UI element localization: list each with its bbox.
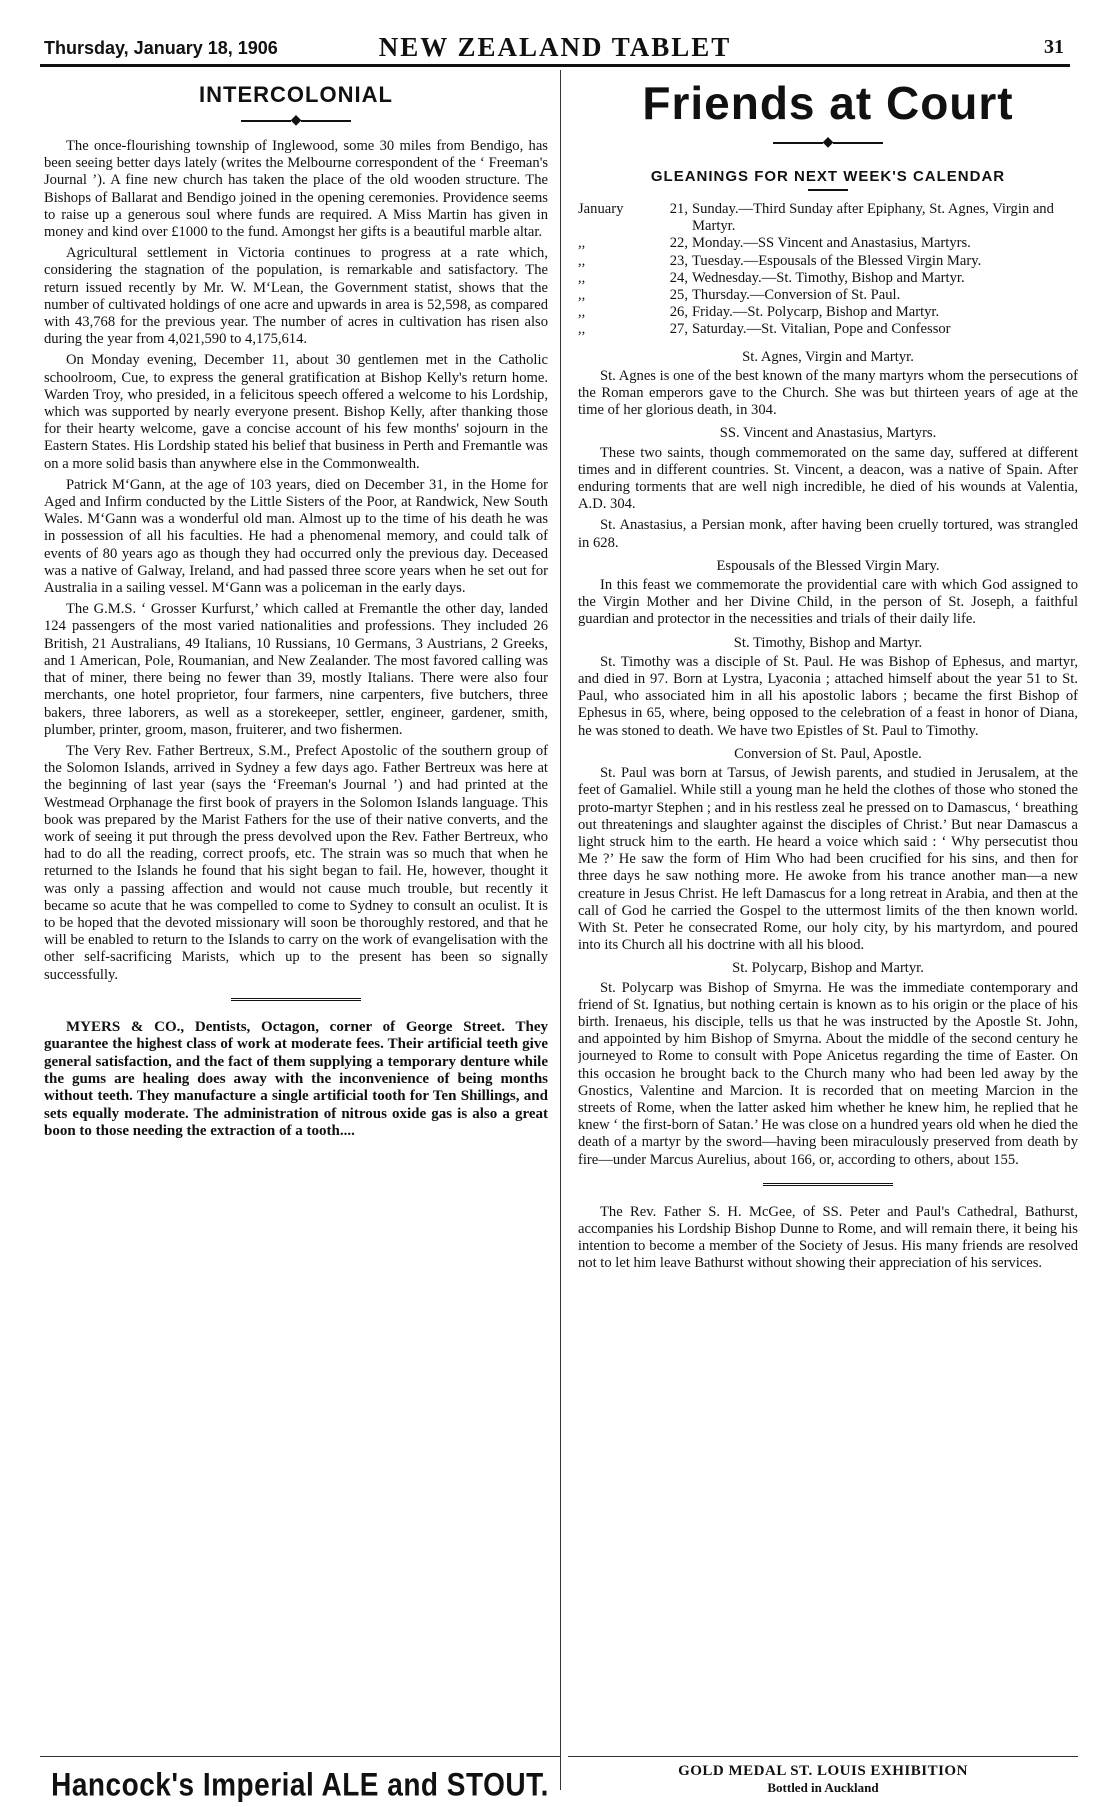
calendar-entry: ,, 22, Monday.—SS Vincent and Anastasius, Martyrs. <box>578 235 971 252</box>
saint-paragraph: St. Agnes is one of the best known of the many martyrs whom the persecutions of the Roman emperors gave to the Church. She was but thirteen years of age at the time of her glorious death, in 304. <box>578 367 1078 419</box>
calendar-subheading: GLEANINGS FOR NEXT WEEK'S CALENDAR <box>650 168 1006 185</box>
saint-paragraph: In this feast we commemorate the providential care with which God assigned to the Virgin Mother and her Divine Child, in the person of St. Joseph, a faithful guardian and protector in the necessities and trials of their daily life. <box>578 577 1078 628</box>
saint-paragraph: St. Polycarp was Bishop of Smyrna. He was the immediate contemporary and friend of St. Ignatius, but nothing certain is known as to his origin or the place of his birth. Irenaeus, his disciple, tells us that he was instructed by the Apostle St. John, and appointed by him Bishop of Smyrna. About the middle of the second century he journeyed to Rome to consult with Pope Anicetus regarding the time of Easter. On this occasion he brought back to the Church many who had been led away by the Gnostics, Valentine and Marcion. It is recorded that on meeting Marcion in the streets of Rome, when the latter asked him whether he knew him, he replied that he knew ‘ the first-born of Satan.’ He was close on a hundred years old when he died the death of a martyr by the sword—having been miraculously preserved from death by fire—under Marcus Aurelius, about 166, or, according to others, about 155. <box>578 979 1078 1168</box>
footer-ad-left <box>40 1756 560 1807</box>
page-number: 31 <box>1044 36 1064 58</box>
article-paragraph: The Very Rev. Father Bertreux, S.M., Prefect Apostolic of the southern group of the Solomon Islands, arrived in Sydney a few days ago. Father Bertreux was here at the beginning of last year (says the ‘Freeman's Journal ’) and had printed at the Westmead Orphanage the first book of prayers in the Solomon Islands language. This book was prepared by the Marist Fathers for the use of their native converts, and the work of seeing it put through the press devolved upon the Rev. Father Bertreux, who had to do all the reading, correct proofs, etc. The strain was so much that when he returned to the Islands he found that his sight began to fail. He, however, thought it was only a passing affection and would not cause much trouble, but recently it became so acute that he was compelled to come to Sydney to consult an oculist. It is to be hoped that the devoted missionary will soon be thoroughly restored, and that he will be enabled to return to the Islands to carry on the work of evangelisation with the other self-sacrificing Marists, which up to the present has been so signally successfully. <box>44 742 548 983</box>
right-column <box>578 72 1078 1752</box>
saint-title: St. Agnes, Virgin and Martyr. <box>742 348 914 365</box>
calendar-entry: ,, 23, Tuesday.—Espousals of the Blessed Virgin Mary. <box>578 252 982 269</box>
dentist-advertisement: MYERS & CO., Dentists, Octagon, corner of George Street. They guarantee the highest class of work at moderate fees. Their artificial teeth give general satisfaction, and the fact of them supplying a temporary denture while the gums are healing does away with the inconvenience of being months without teeth. They manufacture a single artificial tooth for Ten Shillings, and sets equally moderate. The administration of nitrous oxide gas is also a great boon to those needing the extraction of a tooth.... <box>44 1018 548 1140</box>
ornament-divider: ◆ <box>44 114 548 128</box>
calendar-entry: ,, 25, Thursday.—Conversion of St. Paul. <box>578 287 901 304</box>
footer-ad-right <box>568 1756 1078 1807</box>
saint-title: St. Polycarp, Bishop and Martyr. <box>732 960 924 977</box>
calendar-list <box>578 201 1078 339</box>
double-rule-divider <box>231 998 361 1001</box>
bottled-line: Bottled in Auckland <box>767 1780 879 1795</box>
calendar-entry: ,, 24, Wednesday.—St. Timothy, Bishop and Martyr. <box>578 269 965 286</box>
left-column <box>44 72 548 1752</box>
calendar-entry: ,, 26, Friday.—St. Polycarp, Bishop and Martyr. <box>578 304 940 321</box>
saint-title: SS. Vincent and Anastasius, Martyrs. <box>719 425 937 442</box>
saint-paragraph: These two saints, though commemorated on the same day, suffered at different times and in different countries. St. Vincent, a deacon, was a native of Spain. After enduring torments that are well nigh incredible, he died of his wounds at Valentia, A.D. 304. <box>578 444 1078 513</box>
article-paragraph: The once-flourishing township of Inglewood, some 30 miles from Bendigo, has been seeing better days lately (writes the Melbourne correspondent of the ‘ Freeman's Journal ’). A fine new church has taken the place of the old wooden structure. The Bishops of Ballarat and Bendigo joined in the opening ceremonies. Providence seems to raise up a generous soul where funds are required. A Miss Martin has given in money and kind over £1000 to the fund. Amongst her gifts is a beautiful marble altar. <box>44 138 548 241</box>
masthead <box>40 30 1070 67</box>
section-heading-intercolonial: INTERCOLONIAL <box>199 82 393 107</box>
saint-title: St. Timothy, Bishop and Martyr. <box>733 634 923 651</box>
saint-title: Espousals of the Blessed Virgin Mary. <box>716 557 940 574</box>
ornament-divider: ◆ <box>578 136 1078 150</box>
calendar-entry: January 21, Sunday.—Third Sunday after Epiphany, St. Agnes, Virgin and Martyr. <box>578 201 1054 235</box>
saint-paragraph: St. Anastasius, a Persian monk, after having been cruelly tortured, was strangled in 628. <box>578 517 1078 551</box>
issue-date: Thursday, January 18, 1906 <box>44 38 278 58</box>
article-paragraph: The G.M.S. ‘ Grosser Kurfurst,’ which called at Fremantle the other day, landed 124 passengers of the most varied nationalities and professions. They included 26 British, 21 Australians, 49 Italians, 10 Russians, 10 Germans, 3 Austrians, 2 Greeks, and 1 American, Pole, Roumanian, and New Zealander. The most favored calling was that of miner, there being no fewer than 39, mostly Italians. There were also four merchants, one hotel proprietor, four farmers, nine carpenters, five butchers, three bakers, three laborers, as well as a storekeeper, settler, engineer, gardener, smith, plumber, printer, groom, mason, fruiterer, and two fishermen. <box>44 601 548 738</box>
hancock-ale-ad: Hancock's Imperial ALE and STOUT. <box>51 1766 549 1803</box>
saint-paragraph: St. Paul was born at Tarsus, of Jewish parents, and studied in Jerusalem, at the feet of Gamaliel. While still a young man he held the clothes of those who stoned the proto-martyr Stephen ; and in his restless zeal he pressed on to Damascus, ‘ breathing out threatenings and slaughter against the disciples of Christ.’ But near Damascus a light struck him to the earth. He heard a voice which said : ‘ Why persecutist thou Me ?’ He saw the form of Him Who had been crucified for his sins, and then for three days he saw nothing more. He awoke from his trance another man—a new creature in Jesus Christ. He left Damascus for a long retreat in Arabia, and then at the call of God he carried the Gospel to the uttermost limits of the then known world. With St. Peter he consecrated Rome, our holy city, by his martyrdom, and poured into its Church all his doctrine with all his blood. <box>578 765 1078 954</box>
calendar-entry: ,, 27, Saturday.—St. Vitalian, Pope and Confessor <box>578 321 951 338</box>
saint-title: Conversion of St. Paul, Apostle. <box>734 745 922 762</box>
section-heading-friends-at-court: Friends at Court <box>642 77 1014 129</box>
saint-paragraph: St. Timothy was a disciple of St. Paul. He was Bishop of Ephesus, and martyr, and died in 97. Born at Lystra, Lyaconia ; attached himself about the year 51 to St. Paul, who associated him in all his apostolic labors ; became the first Bishop of Ephesus in 65, where, being opposed to the celebration of a feast in honor of Diana, he was stoned to death. We have two Epistles of St. Paul to Timothy. <box>578 653 1078 739</box>
newspaper-title: NEW ZEALAND TABLET <box>378 32 732 62</box>
column-divider <box>560 70 561 1790</box>
closing-paragraph: The Rev. Father S. H. McGee, of SS. Peter and Paul's Cathedral, Bathurst, accompanies his Lordship Bishop Dunne to Rome, and will remain there, it being his intention to become a member of the Society of Jesus. His many friends are resolved not to let him leave Bathurst without showing their appreciation of his services. <box>578 1203 1078 1272</box>
gold-medal-line: GOLD MEDAL ST. LOUIS EXHIBITION <box>678 1763 968 1779</box>
double-rule-divider <box>763 1183 893 1186</box>
article-paragraph: Patrick M‘Gann, at the age of 103 years, died on December 31, in the Home for Aged and Infirm conducted by the Little Sisters of the Poor, at Randwick, New South Wales. M‘Gann was a wonderful old man. Almost up to the time of his death he was in possession of all his faculties. He had a phenomenal memory, and could talk of events of 80 years ago as though they had occurred only the previous day. Deceased was a native of Galway, Ireland, and had passed three score years when he set out for Australia in a sailing vessel. M‘Gann was a policeman in the early days. <box>44 476 548 597</box>
article-paragraph: Agricultural settlement in Victoria continues to progress at a rate which, considering the stagnation of the population, is remarkable and satisfactory. The return issued recently by Mr. W. M‘Lean, the Government statist, shows that the number of cultivated holdings of one acre and upwards in area is 52,598, as compared with 43,768 for the previous year. The number of acres in cultivation has risen also during the year from 4,021,590 to 4,175,614. <box>44 245 548 348</box>
article-paragraph: On Monday evening, December 11, about 30 gentlemen met in the Catholic schoolroom, Cue, to express the general gratification at Bishop Kelly's return home. Warden Troy, who presided, in a felicitous speech offered a welcome to his Lordship, which was supported by nearly everyone present. Bishop Kelly, after thanking those for their hearty welcome, gave a concise account of his few months' sojourn in the Eastern States. His Lordship stated his belief that business in Perth and Fremantle was on a more solid basis than anywhere else in the Commonwealth. <box>44 352 548 472</box>
short-rule <box>808 189 848 191</box>
